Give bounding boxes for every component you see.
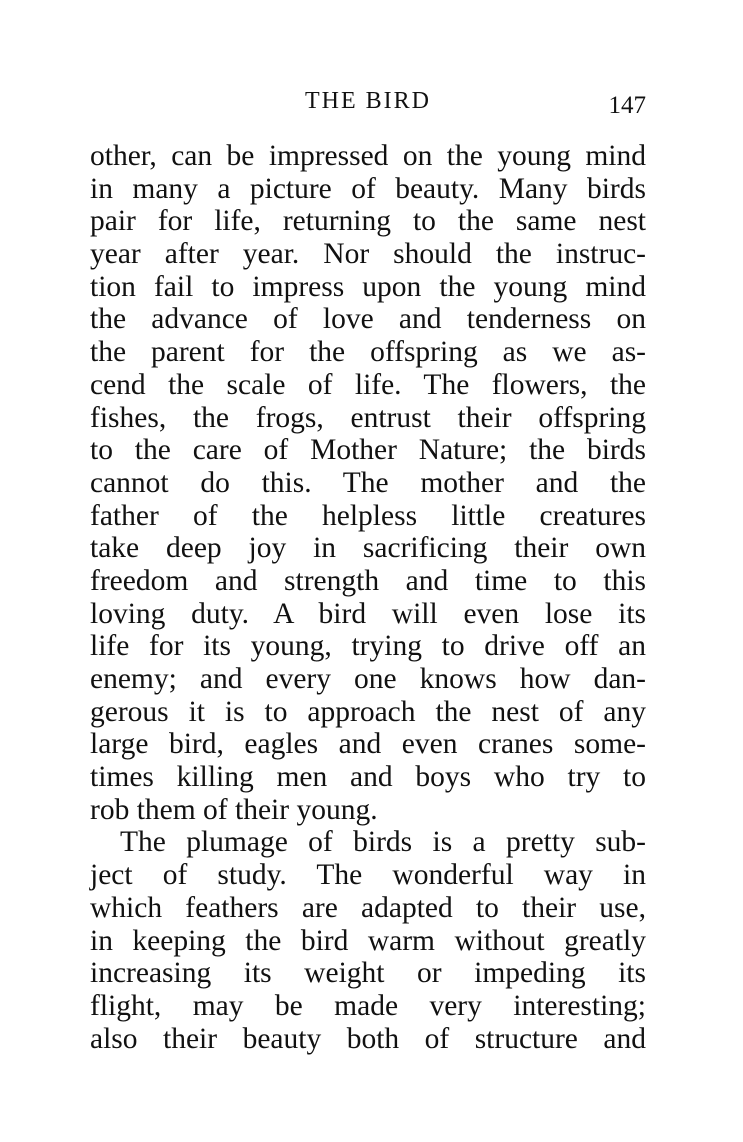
- text-line: the parent for the offspring as we as-: [90, 336, 646, 369]
- text-line: pair for life, returning to the same nest: [90, 205, 646, 238]
- text-line: fishes, the frogs, entrust their offspring: [90, 401, 646, 434]
- body-text: [90, 140, 646, 1055]
- text-line: enemy; and every one knows how dan-: [90, 663, 646, 695]
- text-line: in many a picture of beauty. Many birds: [90, 172, 646, 205]
- text-line: cannot do this. The mother and the: [90, 466, 646, 499]
- text-line: increasing its weight or impeding its: [90, 957, 646, 990]
- text-line: loving duty. A bird will even lose its: [90, 597, 646, 630]
- text-line: times killing men and boys who try to: [90, 761, 646, 794]
- text-line: year after year. Nor should the instruc-: [90, 238, 646, 271]
- text-line: the advance of love and tenderness on: [90, 303, 646, 336]
- paragraph: [90, 140, 646, 826]
- running-title: THE BIRD: [305, 88, 431, 114]
- page-number: 147: [608, 92, 646, 119]
- text-line: also their beauty both of structure and: [90, 1022, 646, 1055]
- text-line: rob them of their young.: [90, 793, 378, 826]
- text-line: flight, may be made very interesting;: [90, 989, 646, 1022]
- text-line: take deep joy in sacrificing their own: [90, 532, 646, 565]
- text-line: which feathers are adapted to their use,: [90, 891, 646, 924]
- text-line: in keeping the bird warm without greatly: [90, 924, 646, 957]
- text-line: ject of study. The wonderful way in: [90, 859, 646, 892]
- text-line: freedom and strength and time to this: [90, 564, 646, 597]
- text-line: life for its young, trying to drive off an: [90, 630, 646, 663]
- text-line: tion fail to impress upon the young mind: [90, 270, 646, 303]
- text-line: gerous it is to approach the nest of any: [90, 695, 646, 728]
- text-line: to the care of Mother Nature; the birds: [90, 434, 646, 467]
- text-line: The plumage of birds is a pretty sub-: [120, 826, 646, 859]
- text-line: other, can be impressed on the young mind: [90, 140, 646, 172]
- text-line: cend the scale of life. The flowers, the: [90, 368, 646, 401]
- paragraph: [90, 826, 646, 1055]
- text-line: large bird, eagles and even cranes some-: [90, 728, 646, 761]
- page-header: [90, 86, 646, 122]
- text-line: father of the helpless little creatures: [90, 499, 646, 532]
